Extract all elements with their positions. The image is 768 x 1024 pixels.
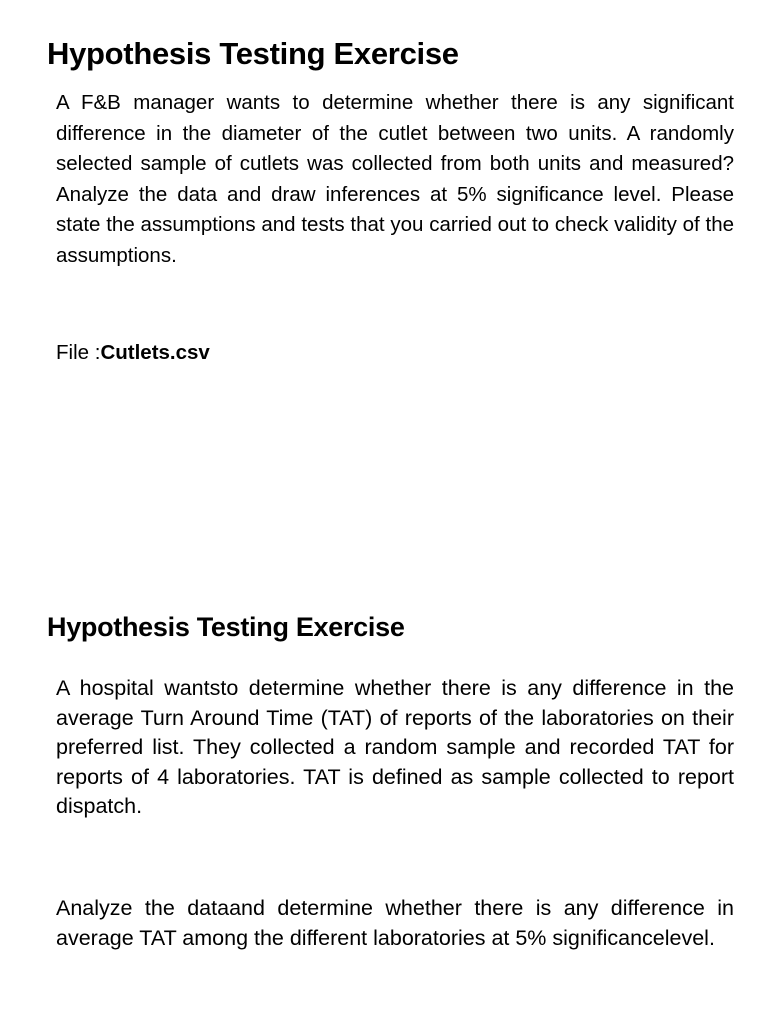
exercise-instructions: Analyze the dataand determine whether there is any difference in average TAT among the different laboratories at 5% significancelevel. [56, 896, 734, 950]
slide-tat-exercise [0, 512, 768, 1024]
file-label: File : [56, 341, 101, 364]
file-name: Cutlets.csv [100, 341, 210, 364]
slide-title: Hypothesis Testing Exercise [47, 36, 459, 71]
exercise-description: A hospital wantsto determine whether there is any difference in the average Turn Around Time (TAT) of reports of the laboratories on their preferred list. They collected a random sample and recorded TAT for reports of 4 laboratories. TAT is defined as sample collected to report dispatch. [56, 676, 734, 818]
file-reference [56, 338, 210, 368]
exercise-description: A F&B manager wants to determine whether there is any significant difference in the diameter of the cutlet between two units. A randomly selected sample of cutlets was collected from both units and measured? Analyze the data and draw inferences at 5% significance level. Please state the assumptions and tests that you carried out to check validity of the assumptions. [56, 91, 734, 267]
slide-title: Hypothesis Testing Exercise [47, 612, 405, 642]
